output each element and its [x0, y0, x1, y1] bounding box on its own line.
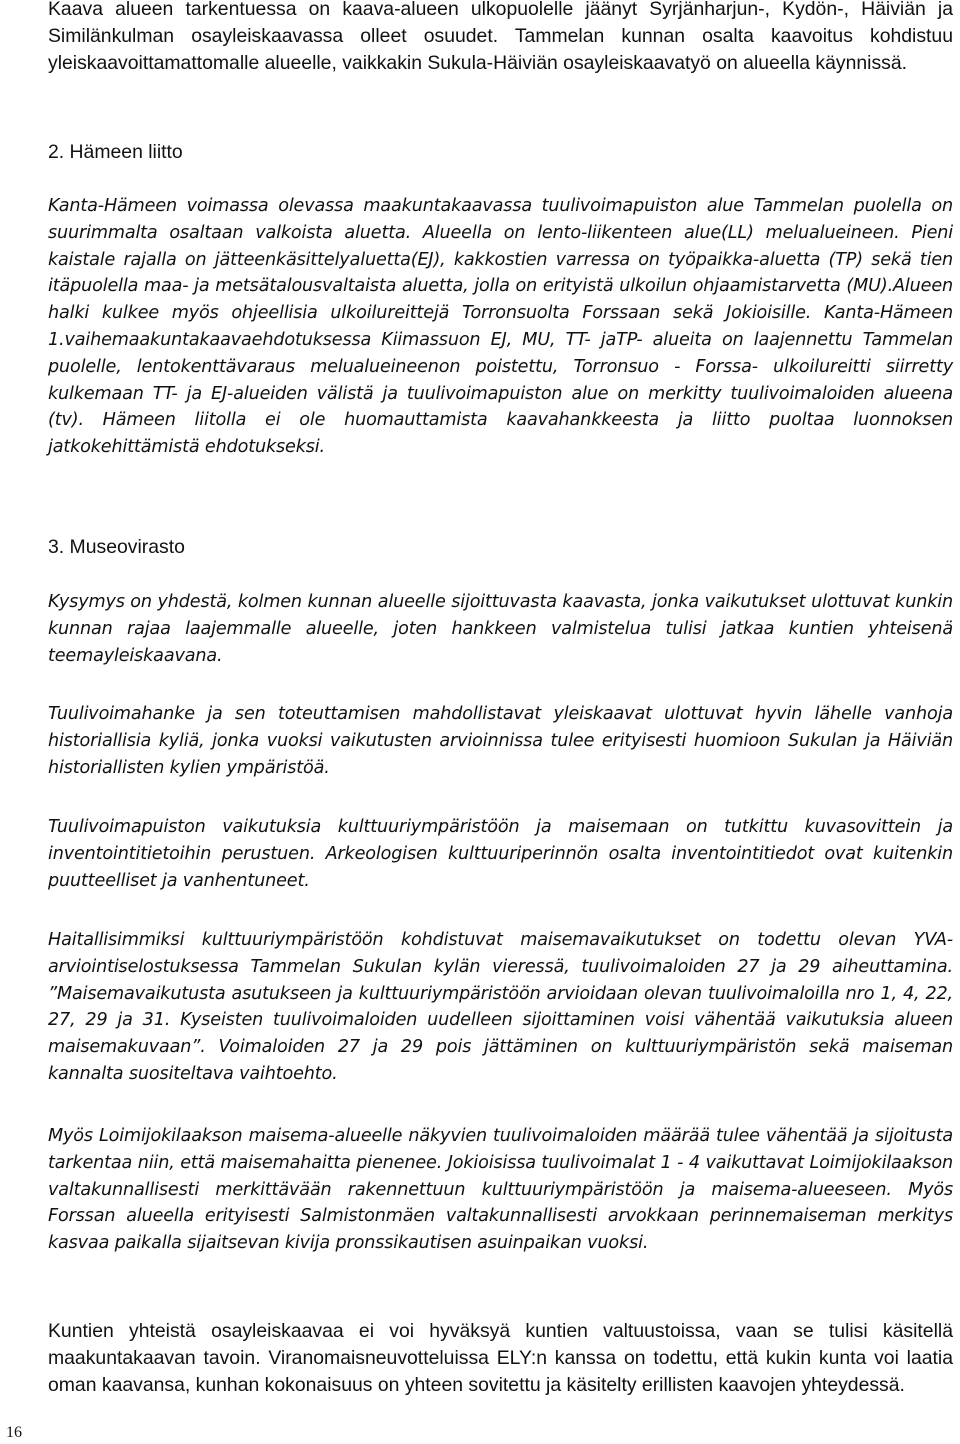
hameen-liitto-paragraph: Kanta-Hämeen voimassa olevassa maakuntakaavassa tuulivoimapuiston alue Tammelan puolella on suurimmalta osaltaan valkoista aluetta. Alueella on lento-liikenteen alue(LL) melualueineen. Pieni kaistale rajalla on jätteenkäsittelyaluetta(EJ), kakkostien varressa on työpaikka-aluetta (TP) sekä tien itäpuolella maa- ja metsätalousvaltaista aluetta, jolla on erityistä ulkoilun ohjaamistarvetta (MU).Alueen halki kulkee myös ohjeellisia ulkoilureittejä Torronsuolta Forssaan sekä Jokioisille. Kanta-Hämeen 1.vaihemaakuntakaavaehdotuksessa Kiimassuon EJ, MU, TT- jaTP- alueita on laajennettu Tammelan puolelle, lentokenttävaraus melualueineenon poistettu, Torronsuo - Forssa- ulkoilureitti siirretty kulkemaan TT- ja EJ-alueiden välistä ja tuulivoimapuiston alue on merkitty tuulivoimaloiden alueena (tv). Hämeen liitolla ei ole huomauttamista kaavahankkeesta ja liitto puoltaa luonnoksen jatkokehittämistä ehdotukseksi.	[48, 196, 953, 458]
page-number: 16	[6, 1424, 22, 1441]
intro-paragraph: Kaava alueen tarkentuessa on kaava-alueen ulkopuolelle jäänyt Syrjänharjun-, Kydön-, Häiviän ja Similänkulman osayleiskaavassa olleet osuudet. Tammelan kunnan osalta kaavoitus kohdistuu yleiskaavoittamattomalle alueelle, vaikkakin Sukula-Häiviän osayleiskaavatyö on alueella käynnissä.	[48, 0, 953, 74]
section-heading-hameen-liitto: 2. Hämeen liitto	[48, 141, 183, 163]
museovirasto-paragraph-3: Tuulivoimapuiston vaikutuksia kulttuuriympäristöön ja maisemaan on tutkittu kuvasovittein ja inventointitietoihin perustuen. Arkeologisen kulttuuriperinnön osalta inventointitiedot ovat kuitenkin puutteelliset ja vanhentuneet.	[48, 817, 953, 891]
section-heading-museovirasto: 3. Museovirasto	[48, 536, 185, 558]
museovirasto-paragraph-2: Tuulivoimahanke ja sen toteuttamisen mahdollistavat yleiskaavat ulottuvat hyvin lähelle vanhoja historiallisia kyliä, jonka vuoksi vaikutusten arvioinnissa tulee erityisesti huomioon Sukulan ja Häiviän historiallisten kylien ympäristöä.	[48, 704, 953, 778]
museovirasto-paragraph-1: Kysymys on yhdestä, kolmen kunnan alueelle sijoittuvasta kaavasta, jonka vaikutukset ulottuvat kunkin kunnan rajaa laajemmalle alueelle, joten hankkeen valmistelua tulisi jatkaa kuntien yhteisenä teemayleiskaavana.	[48, 592, 953, 666]
closing-paragraph: Kuntien yhteistä osayleiskaavaa ei voi hyväksyä kuntien valtuustoissa, vaan se tulisi käsitellä maakuntakaavan tavoin. Viranomaisneuvotteluissa ELY:n kanssa on todettu, että kukin kunta voi laatia oman kaavansa, kunhan kokonaisuus on yhteen sovitettu ja käsitelty erillisten kaavojen yhteydessä.	[48, 1320, 953, 1396]
museovirasto-paragraph-5: Myös Loimijokilaakson maisema-alueelle näkyvien tuulivoimaloiden määrää tulee vähentää ja sijoitusta tarkentaa niin, että maisemahaitta pienenee. Jokioisissa tuulivoimalat 1 - 4 vaikuttavat Loimijokilaakson valtakunnallisesti merkittävään rakennettuun kulttuuriympäristöön ja maisema-alueeseen. Myös Forssan alueella erityisesti Salmistonmäen valtakunnallisesti arvokkaan perinnemaiseman merkitys kasvaa paikalla sijaitsevan kivija pronssikautisen asuinpaikan vuoksi.	[48, 1126, 953, 1254]
museovirasto-paragraph-4: Haitallisimmiksi kulttuuriympäristöön kohdistuvat maisemavaikutukset on todettu olevan YVA-arviointiselostuksessa Tammelan Sukulan kylän vieressä, tuulivoimaloiden 27 ja 29 aiheuttamina. ”Maisemavaikutusta asutukseen ja kulttuuriympäristöön arvioidaan olevan tuulivoimaloilla nro 1, 4, 22, 27, 29 ja 31. Kyseisten tuulivoimaloiden uudelleen sijoittaminen voisi vähentää vaikutuksia alueen maisemakuvaan”. Voimaloiden 27 ja 29 pois jättäminen on kulttuuriympäristön sekä maiseman kannalta suositeltava vaihtoehto.	[48, 930, 953, 1084]
